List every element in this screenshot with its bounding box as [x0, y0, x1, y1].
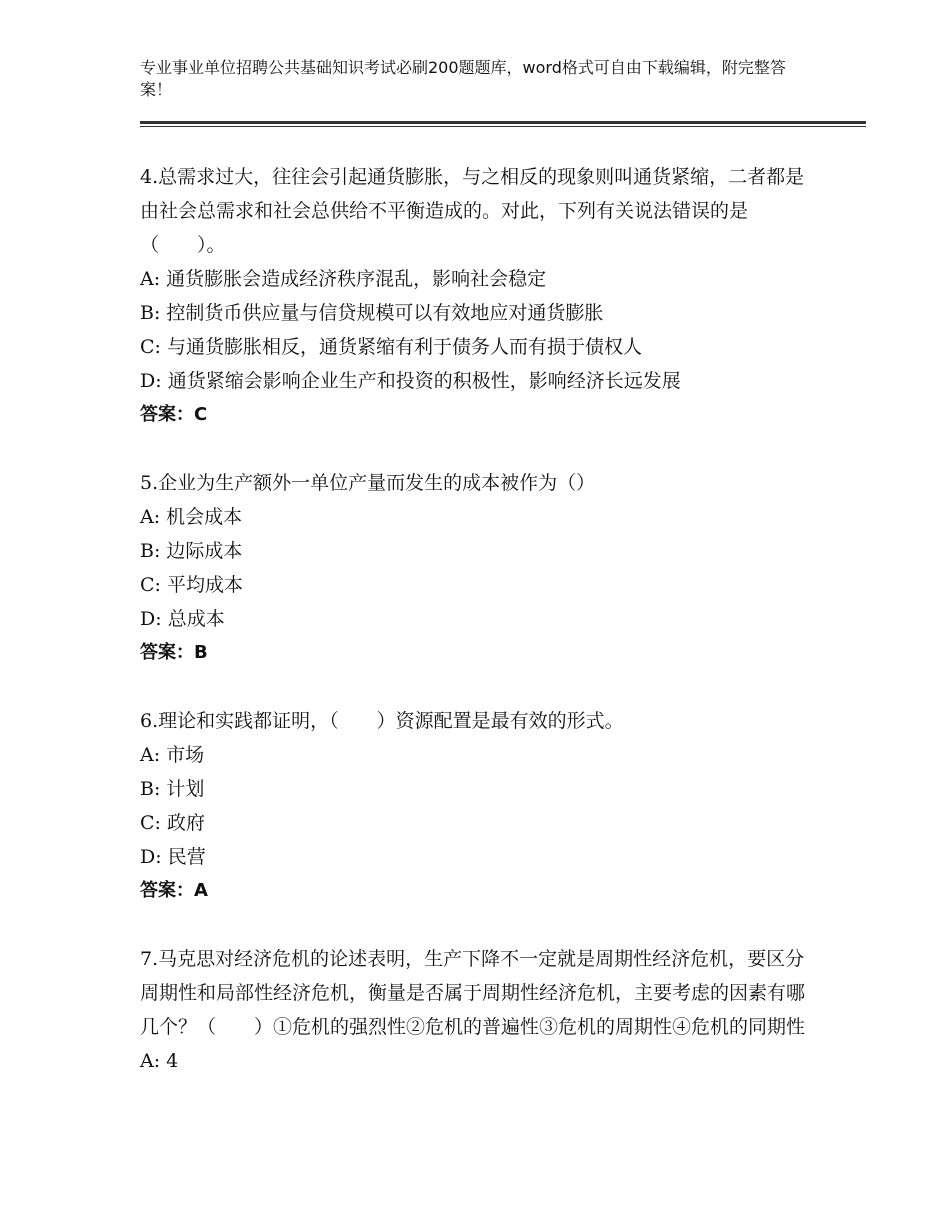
option-text: 控制货币供应量与信贷规模可以有效地应对通货膨胀 — [166, 302, 604, 324]
option-letter: D: — [140, 370, 162, 392]
option-text: 民营 — [167, 846, 206, 868]
option-letter: C: — [140, 336, 161, 358]
option-b — [140, 296, 820, 330]
answer-label: 答案：A — [140, 880, 208, 901]
option-letter: B: — [140, 302, 161, 324]
option-text: 边际成本 — [166, 540, 243, 562]
option-letter: A: — [140, 1050, 161, 1072]
question-list — [140, 160, 820, 1112]
option-text: 机会成本 — [166, 506, 243, 528]
option-c — [140, 806, 820, 840]
option-d — [140, 364, 820, 398]
question-7 — [140, 942, 820, 1078]
answer-label: 答案：B — [140, 642, 208, 663]
question-stem: 6.理论和实践都证明，（ ）资源配置是最有效的形式。 — [140, 710, 624, 732]
question-6 — [140, 704, 820, 908]
option-c — [140, 568, 820, 602]
option-letter: B: — [140, 778, 161, 800]
header-rule-thin — [140, 126, 866, 127]
option-text: 市场 — [166, 744, 205, 766]
option-b — [140, 534, 820, 568]
option-letter: C: — [140, 574, 161, 596]
option-text: 通货紧缩会影响企业生产和投资的积极性，影响经济长远发展 — [167, 370, 681, 392]
option-c — [140, 330, 820, 364]
question-stem: 5.企业为生产额外一单位产量而发生的成本被作为（） — [140, 472, 596, 494]
option-text: 与通货膨胀相反，通货紧缩有利于债务人而有损于债权人 — [167, 336, 643, 358]
option-a — [140, 1044, 820, 1078]
option-letter: C: — [140, 812, 161, 834]
option-text: 通货膨胀会造成经济秩序混乱，影响社会稳定 — [166, 268, 547, 290]
option-letter: D: — [140, 608, 162, 630]
question-stem: 4.总需求过大，往往会引起通货膨胀，与之相反的现象则叫通货紧缩，二者都是由社会总需求和社会总供给不平衡造成的。对此，下列有关说法错误的是（ ）。 — [140, 166, 805, 256]
option-text: 4 — [166, 1050, 179, 1072]
header-rule-thick — [140, 121, 866, 124]
question-4 — [140, 160, 820, 432]
option-d — [140, 840, 820, 874]
option-a — [140, 262, 820, 296]
option-d — [140, 602, 820, 636]
option-a — [140, 738, 820, 772]
option-text: 总成本 — [167, 608, 225, 630]
document-header — [140, 57, 800, 101]
option-a — [140, 500, 820, 534]
option-letter: A: — [140, 506, 161, 528]
option-text: 平均成本 — [167, 574, 244, 596]
option-letter: B: — [140, 540, 161, 562]
question-stem: 7.马克思对经济危机的论述表明，生产下降不一定就是周期性经济危机，要区分周期性和局部性经济危机，衡量是否属于周期性经济危机，主要考虑的因素有哪几个？（ ）①危机的强烈性②危机的普遍性③危机的周期性④危机的同期性 — [140, 948, 806, 1038]
option-letter: D: — [140, 846, 162, 868]
option-letter: A: — [140, 268, 161, 290]
option-text: 政府 — [167, 812, 206, 834]
question-5 — [140, 466, 820, 670]
answer-label: 答案：C — [140, 404, 208, 425]
option-b — [140, 772, 820, 806]
header-title: 专业事业单位招聘公共基础知识考试必刷200题题库，word格式可自由下载编辑，附完整答案！ — [140, 58, 786, 99]
option-text: 计划 — [166, 778, 205, 800]
option-letter: A: — [140, 744, 161, 766]
